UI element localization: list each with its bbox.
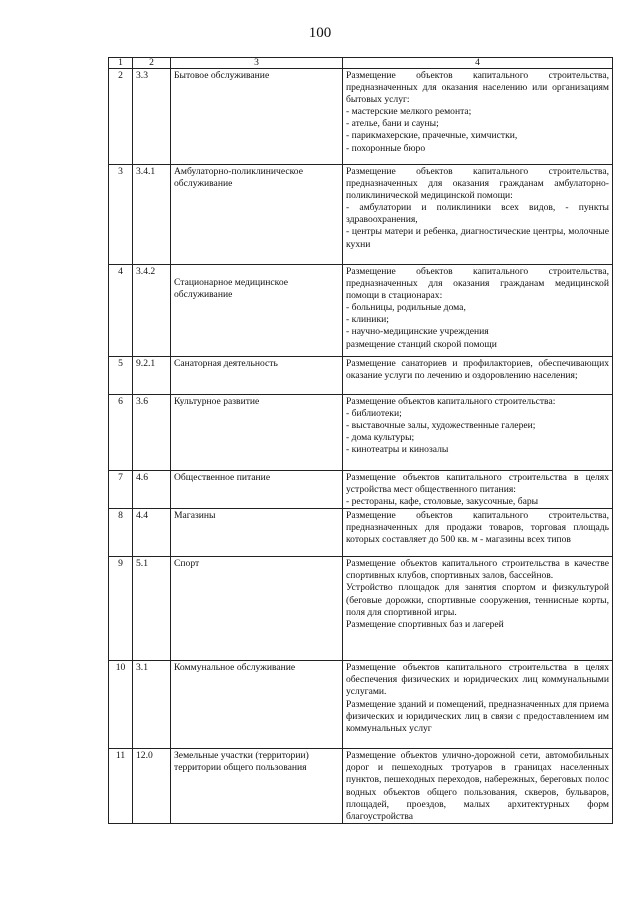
description-line: - амбулатории и поликлиники всех видов, - пункты здравоохранения,: [346, 202, 609, 226]
description-line: Размещение спортивных баз и лагерей: [346, 618, 504, 630]
description-line: Размещение зданий и помещений, предназначенных для приема физических и юридических лиц в связи с предоставлением им коммунальных услуг: [346, 698, 609, 734]
row-number-cell: 8: [109, 509, 133, 557]
description-line: - мастерские мелкого ремонта;: [346, 106, 472, 118]
description-cell: [343, 165, 613, 265]
use-name-cell: Стационарное медицинское обслуживание: [171, 265, 343, 357]
description-cell: [343, 509, 613, 557]
code-cell: 3.6: [133, 395, 171, 471]
use-name-cell: Общественное питание: [171, 471, 343, 509]
description-line: - похоронные бюро: [346, 142, 426, 154]
row-number-cell: 7: [109, 471, 133, 509]
description-line: - выставочные залы, художественные галереи;: [346, 420, 536, 432]
description-cell: [343, 557, 613, 661]
description-cell: [343, 69, 613, 165]
description-line: - центры матери и ребенка, диагностические центры, молочные кухни: [346, 226, 609, 250]
code-cell: 4.4: [133, 509, 171, 557]
description-line: - кинотеатры и кинозалы: [346, 444, 449, 456]
description-line: Размещение санаториев и профилакториев, обеспечивающих оказание услуги по лечению и оздоровлению населения;: [346, 358, 609, 382]
code-cell: 5.1: [133, 557, 171, 661]
description-line: Размещение объектов капитального строительства:: [346, 396, 556, 407]
table-row: [109, 357, 613, 395]
code-cell: 3.1: [133, 661, 171, 749]
description-line: Размещение объектов капитального строительства в целях устройства мест общественного питания:: [346, 472, 609, 496]
use-name-cell: Магазины: [171, 509, 343, 557]
code-cell: 9.2.1: [133, 357, 171, 395]
use-name-cell: Земельные участки (территории) территории общего пользования: [171, 749, 343, 824]
code-cell: 3.4.2: [133, 265, 171, 357]
description-line: - парикмахерские, прачечные, химчистки,: [346, 130, 518, 142]
table-row: [109, 661, 613, 749]
description-cell: [343, 471, 613, 509]
header-cell: 3: [171, 58, 343, 69]
table-header-row: [109, 58, 613, 69]
description-line: - больницы, родильные дома,: [346, 302, 466, 314]
description-line: Размещение объектов капитального строительства, предназначенных для оказания населению или организациям бытовых услуг:: [346, 70, 609, 106]
row-number-cell: 4: [109, 265, 133, 357]
code-cell: 3.3: [133, 69, 171, 165]
table-row: [109, 265, 613, 357]
description-line: Размещение объектов капитального строительства, предназначенных для оказания гражданам амбулаторно-поликлинической медицинской помощи:: [346, 166, 609, 202]
table-row: [109, 395, 613, 471]
use-name-cell: Коммунальное обслуживание: [171, 661, 343, 749]
use-name-cell: Санаторная деятельность: [171, 357, 343, 395]
description-cell: [343, 661, 613, 749]
row-number-cell: 6: [109, 395, 133, 471]
table-row: [109, 471, 613, 509]
description-line: - ателье, бани и сауны;: [346, 118, 439, 130]
description-cell: [343, 395, 613, 471]
use-name-cell: Амбулаторно-поликлиническое обслуживание: [171, 165, 343, 265]
use-name-cell: Культурное развитие: [171, 395, 343, 471]
table-row: [109, 509, 613, 557]
code-cell: 12.0: [133, 749, 171, 824]
description-line: - дома культуры;: [346, 432, 415, 444]
land-use-table: [108, 57, 613, 824]
description-line: Устройство площадок для занятия спортом и физкультурой (беговые дорожки, спортивные сооружения, теннисные корты, поля для спортивной игры.: [346, 582, 609, 618]
description-line: Размещение объектов улично-дорожной сети, автомобильных дорог и пешеходных тротуаров в границах населенных пунктов, пешеходных переходов, набережных, береговых полос водных объектов общего пользования, скверов, бульваров, площадей, проездов, малых архитектурных форм благоустройства: [346, 750, 609, 822]
header-cell: 1: [109, 58, 133, 69]
description-line: размещение станций скорой помощи: [346, 338, 497, 350]
code-cell: 3.4.1: [133, 165, 171, 265]
table-row: [109, 69, 613, 165]
use-name-cell: Бытовое обслуживание: [171, 69, 343, 165]
header-cell: 4: [343, 58, 613, 69]
row-number-cell: 5: [109, 357, 133, 395]
row-number-cell: 9: [109, 557, 133, 661]
description-cell: [343, 265, 613, 357]
description-line: - клиники;: [346, 314, 389, 326]
row-number-cell: 3: [109, 165, 133, 265]
use-name-cell: Спорт: [171, 557, 343, 661]
row-number-cell: 10: [109, 661, 133, 749]
table-row: [109, 165, 613, 265]
description-line: Размещение объектов капитального строительства в целях обеспечения физических и юридических лиц коммунальными услугами.: [346, 662, 609, 698]
table-row: [109, 749, 613, 824]
page-number: 100: [308, 25, 332, 41]
header-cell: 2: [133, 58, 171, 69]
row-number-cell: 2: [109, 69, 133, 165]
description-cell: [343, 357, 613, 395]
description-line: Размещение объектов капитального строительства, предназначенных для оказания гражданам медицинской помощи в стационарах:: [346, 266, 609, 302]
description-line: Размещение объектов капитального строительства, предназначенных для продажи товаров, торговая площадь которых составляет до 500 кв. м - магазины всех типов: [346, 510, 609, 546]
row-number-cell: 11: [109, 749, 133, 824]
code-cell: 4.6: [133, 471, 171, 509]
description-line: - рестораны, кафе, столовые, закусочные, бары: [346, 496, 539, 508]
description-line: - библиотеки;: [346, 408, 402, 420]
description-line: - научно-медицинские учреждения: [346, 326, 489, 338]
description-cell: [343, 749, 613, 824]
description-line: Размещение объектов капитального строительства в качестве спортивных клубов, спортивных залов, бассейнов.: [346, 558, 609, 582]
table-row: [109, 557, 613, 661]
